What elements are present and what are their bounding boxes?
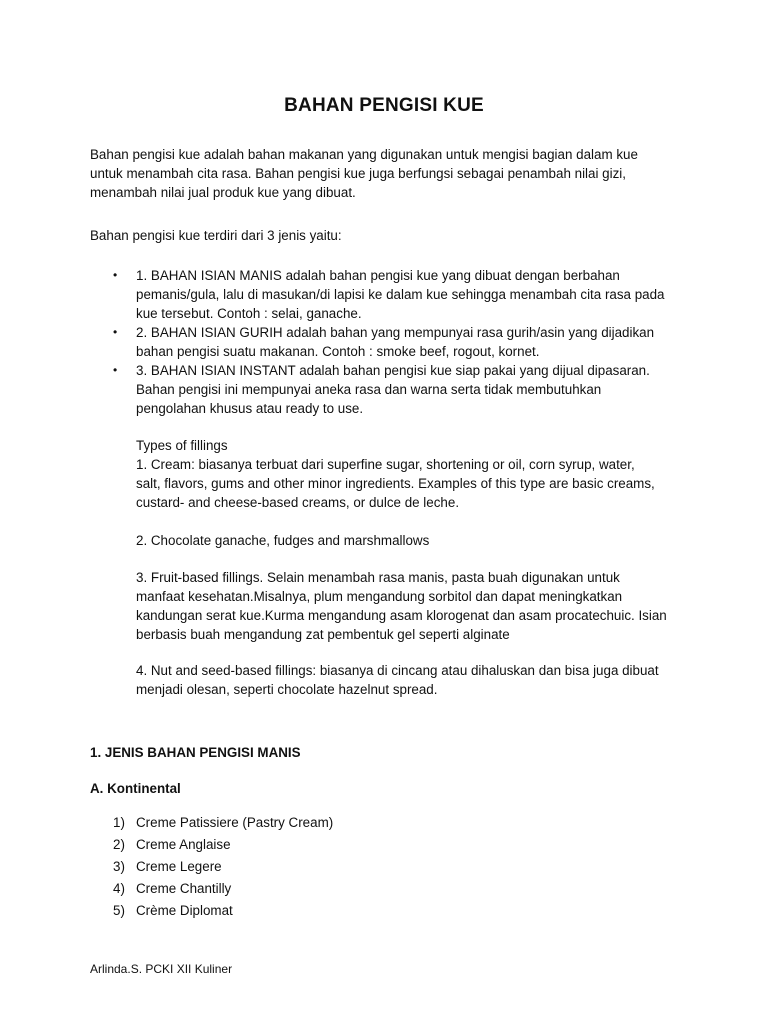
bullet-line: bahan pengisi suatu makanan. Contoh : smoke beef, rogout, kornet. bbox=[136, 344, 540, 359]
fillings-line: manfaat kesehatan.Misalnya, plum mengandung sorbitol dan dapat meningkatkan bbox=[136, 589, 623, 604]
list-number: 3) bbox=[113, 859, 125, 874]
intro-paragraph bbox=[90, 145, 638, 202]
bullet-line: 3. BAHAN ISIAN INSTANT adalah bahan pengisi kue siap pakai yang dijual dipasaran. bbox=[136, 363, 650, 378]
fillings-line: kandungan serat kue.Kurma mengandung asam klorogenat dan asam procatechuic. Isian bbox=[136, 608, 667, 623]
list-item: Creme Chantilly bbox=[136, 881, 232, 896]
fillings-block-nut bbox=[136, 661, 659, 699]
fillings-line: 4. Nut and seed-based fillings: biasanya di cincang atau dihaluskan dan bisa juga dibuat bbox=[136, 663, 659, 678]
sub-heading: A. Kontinental bbox=[90, 781, 181, 796]
list-number: 1) bbox=[113, 815, 125, 830]
intro-line: untuk menambah cita rasa. Bahan pengisi kue juga berfungsi sebagai penambah nilai gizi, bbox=[90, 166, 626, 181]
bullet-line: pengolahan khusus atau ready to use. bbox=[136, 401, 364, 416]
fillings-line: berbasis buah mengandung zat pembentuk gel seperti alginate bbox=[136, 627, 510, 642]
list-item: Crème Diplomat bbox=[136, 903, 233, 918]
fillings-line: 2. Chocolate ganache, fudges and marshmallows bbox=[136, 533, 430, 548]
bullet-line: pemanis/gula, lalu di masukan/di lapisi ke dalam kue sehingga menambah cita rasa pada bbox=[136, 287, 665, 302]
bullet-item-instant bbox=[136, 361, 650, 418]
list-item: Creme Legere bbox=[136, 859, 222, 874]
fillings-line: 1. Cream: biasanya terbuat dari superfine sugar, shortening or oil, corn syrup, water, bbox=[136, 457, 635, 472]
bullet-line: 1. BAHAN ISIAN MANIS adalah bahan pengisi kue yang dibuat dengan berbahan bbox=[136, 268, 620, 283]
bullet-line: Bahan pengisi ini mempunyai aneka rasa dan warna serta tidak membutuhkan bbox=[136, 382, 602, 397]
bullet-line: kue tersebut. Contoh : selai, ganache. bbox=[136, 306, 362, 321]
section-heading: 1. JENIS BAHAN PENGISI MANIS bbox=[90, 745, 301, 760]
fillings-title: Types of fillings bbox=[136, 438, 228, 453]
list-item: Creme Anglaise bbox=[136, 837, 231, 852]
fillings-block-chocolate bbox=[136, 531, 429, 550]
bullet-item-savory bbox=[136, 323, 654, 361]
list-number: 5) bbox=[113, 903, 125, 918]
bullet-icon: • bbox=[113, 268, 118, 282]
list-item: Creme Patissiere (Pastry Cream) bbox=[136, 815, 334, 830]
bullet-line: 2. BAHAN ISIAN GURIH adalah bahan yang mempunyai rasa gurih/asin yang dijadikan bbox=[136, 325, 655, 340]
list-number: 4) bbox=[113, 881, 125, 896]
fillings-line: salt, flavors, gums and other minor ingredients. Examples of this type are basic creams, bbox=[136, 476, 655, 491]
page-footer: Arlinda.S. PCKI XII Kuliner bbox=[90, 962, 233, 976]
fillings-block-fruit bbox=[136, 568, 667, 644]
fillings-line: menjadi olesan, seperti chocolate hazelnut spread. bbox=[136, 682, 438, 697]
bullet-icon: • bbox=[113, 363, 118, 377]
bullet-icon: • bbox=[113, 325, 118, 339]
fillings-line: 3. Fruit-based fillings. Selain menambah rasa manis, pasta buah digunakan untuk bbox=[136, 570, 620, 585]
intro-line: Bahan pengisi kue adalah bahan makanan yang digunakan untuk mengisi bagian dalam kue bbox=[90, 147, 638, 162]
page-title: BAHAN PENGISI KUE bbox=[284, 95, 484, 116]
fillings-line: custard- and cheese-based creams, or dulce de leche. bbox=[136, 495, 460, 510]
bullet-item-sweet bbox=[136, 266, 665, 323]
fillings-block-cream bbox=[136, 436, 655, 512]
list-number: 2) bbox=[113, 837, 125, 852]
types-intro: Bahan pengisi kue terdiri dari 3 jenis yaitu: bbox=[90, 228, 342, 243]
intro-line: menambah nilai jual produk kue yang dibuat. bbox=[90, 185, 356, 200]
